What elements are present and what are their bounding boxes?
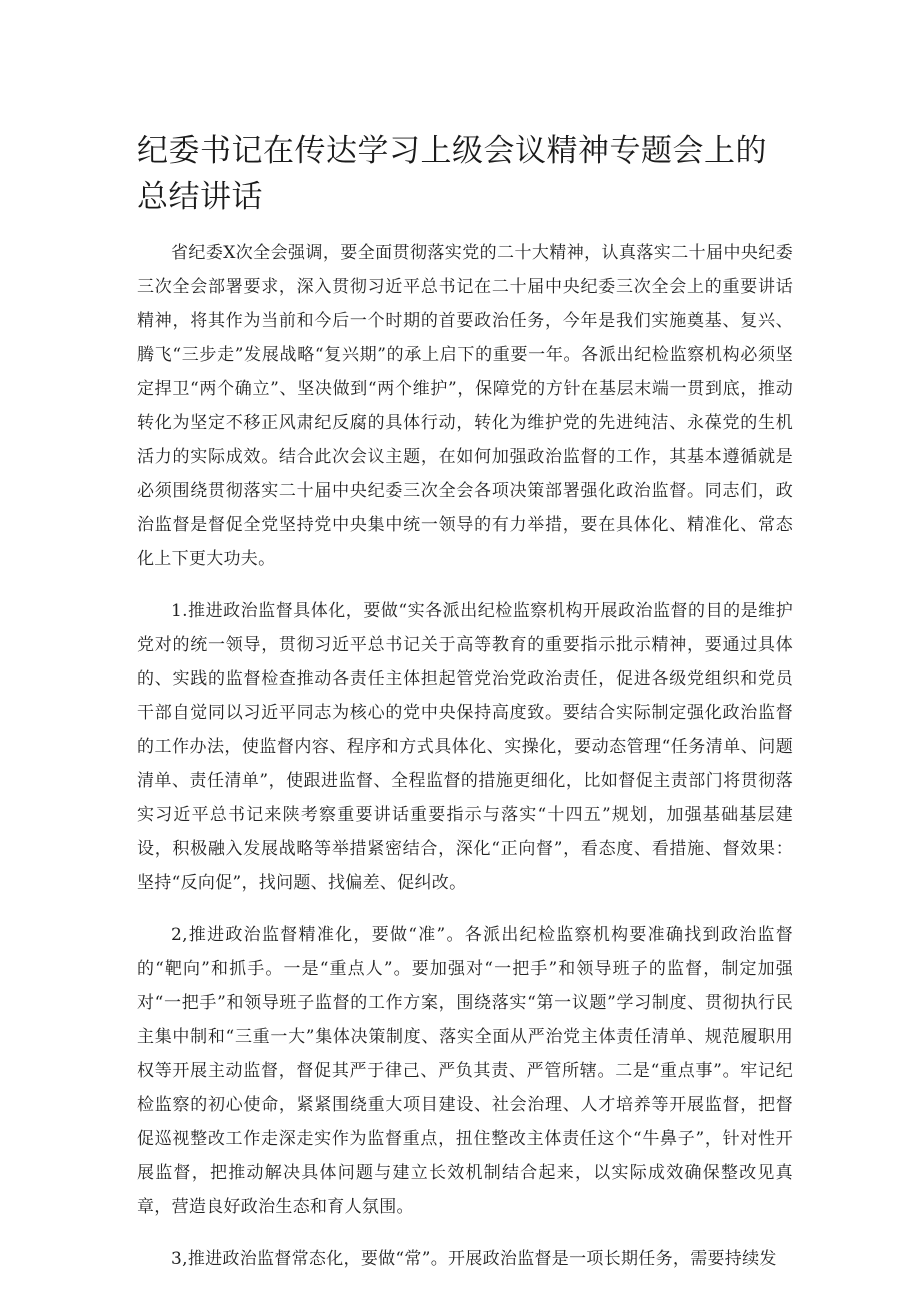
document-body — [137, 128, 793, 1294]
paragraph-point-1: 1.推进政治监督具体化，要做“实各派出纪检监察机构开展政治监督的目的是维护党对的统一领导，贯彻习近平总书记关于高等教育的重要指示批示精神，要通过具体的、实践的监督检查推动各责任主体担起管党治党政治责任，促进各级党组织和党员干部自觉同以习近平同志为核心的党中央保持高度致。要结合实际制定强化政治监督的工作办法，使监督内容、程序和方式具体化、实操化，要动态管理“任务清单、问题清单、责任清单”，使跟进监督、全程监督的措施更细化，比如督促主责部门将贯彻落实习近平总书记来陕考察重要讲话重要指示与落实“十四五”规划，加强基础基层建设，积极融入发展战略等举措紧密结合，深化“正向督”，看态度、看措施、督效果：坚持“反向促”，找问题、找偏差、促纠改。 — [137, 601, 793, 893]
document-title: 纪委书记在传达学习上级会议精神专题会上的总结讲话 — [137, 133, 767, 215]
paragraph-intro: 省纪委X次全会强调，要全面贯彻落实党的二十大精神，认真落实二十届中央纪委三次全会部署要求，深入贯彻习近平总书记在二十届中央纪委三次全会上的重要讲话精神，将其作为当前和今后一个时期的首要政治任务，今年是我们实施奠基、复兴、腾飞“三步走”发展战略“复兴期”的承上启下的重要一年。各派出纪检监察机构必须坚定捍卫“两个确立”、坚决做到“两个维护”，保障党的方针在基层末端一贯到底，推动转化为坚定不移正风肃纪反腐的具体行动，转化为维护党的先进纯洁、永葆党的生机活力的实际成效。结合此次会议主题，在如何加强政治监督的工作，其基本遵循就是必须围绕贯彻落实二十届中央纪委三次全会各项决策部署强化政治监督。同志们，政治监督是督促全党坚持党中央集中统一领导的有力举措，要在具体化、精准化、常态化上下更大功夫。 — [137, 243, 793, 569]
paragraph-point-2: 2,推进政治监督精准化，要做“准”。各派出纪检监察机构要准确找到政治监督的“靶向”和抓手。一是“重点人”。要加强对“一把手”和领导班子的监督，制定加强对“一把手”和领导班子监督的工作方案，围绕落实“第一议题”学习制度、贯彻执行民主集中制和“三重一大”集体决策制度、落实全面从严治党主体责任清单、规范履职用权等开展主动监督，督促其严于律己、严负其责、严管所辖。二是“重点事”。牢记纪检监察的初心使命，紧紧围绕重大项目建设、社会治理、人才培养等开展监督，把督促巡视整改工作走深走实作为监督重点，扭住整改主体责任这个“牛鼻子”，针对性开展监督，把推动解决具体问题与建立长效机制结合起来，以实际成效确保整改见真章，营造良好政治生态和育人氛围。 — [137, 925, 793, 1217]
paragraph-point-3: 3,推进政治监督常态化，要做“常”。开展政治监督是一项长期任务，需要持续发 — [171, 1249, 777, 1269]
